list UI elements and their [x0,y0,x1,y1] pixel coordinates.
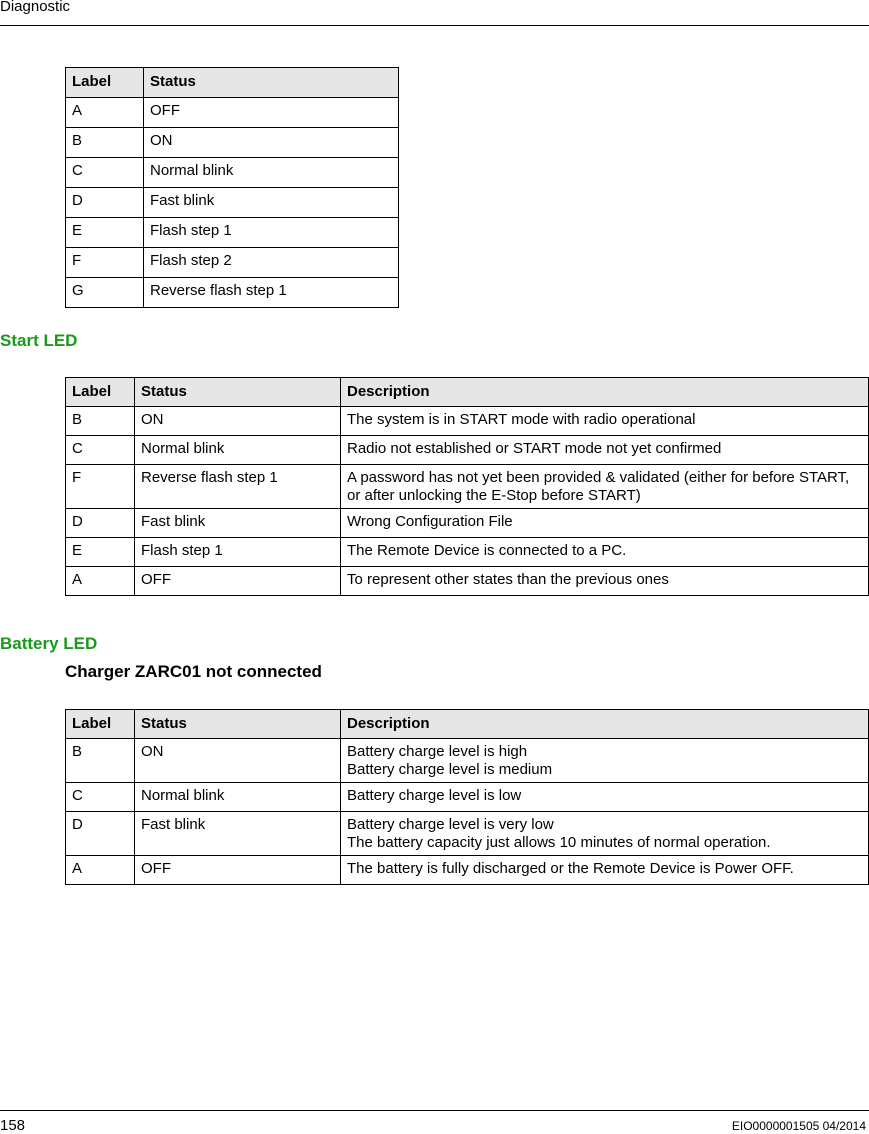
cell-status: Fast blink [135,812,341,856]
column-header-label: Label [66,68,144,98]
cell-label: F [66,465,135,509]
column-header-description: Description [341,378,869,407]
battery-led-heading: Battery LED [0,634,98,653]
cell-status: Fast blink [135,509,341,538]
table-row [66,218,399,248]
cell-status: Flash step 1 [144,218,399,248]
header-title: Diagnostic [0,0,71,15]
cell-label: E [66,538,135,567]
cell-status: Fast blink [144,188,399,218]
page-header [0,0,869,26]
table-row [66,509,869,538]
column-header-description: Description [341,710,869,739]
cell-status: OFF [135,856,341,885]
cell-label: D [66,188,144,218]
cell-description [341,812,869,856]
cell-label: D [66,812,135,856]
cell-label: C [66,158,144,188]
document-reference: EIO0000001505 04/2014 [731,1119,866,1133]
table-row [66,465,869,509]
page-number: 158 [0,1117,26,1134]
column-header-label: Label [66,710,135,739]
table-header-row [66,68,399,98]
cell-status: Normal blink [135,783,341,812]
table-header-row [66,378,869,407]
cell-description: Radio not established or START mode not yet confirmed [341,436,869,465]
cell-status: Reverse flash step 1 [144,278,399,308]
table-row [66,128,399,158]
table-row [66,188,399,218]
table-row [66,812,869,856]
charger-subheading: Charger ZARC01 not connected [65,662,322,681]
cell-description: Wrong Configuration File [341,509,869,538]
cell-description: To represent other states than the previous ones [341,567,869,596]
column-header-status: Status [135,378,341,407]
table-row [66,567,869,596]
table-row [66,98,399,128]
start-led-table [65,377,869,596]
cell-description [341,856,869,885]
cell-status: Reverse flash step 1 [135,465,341,509]
table-row [66,856,869,885]
cell-description [341,739,869,783]
start-led-heading: Start LED [0,331,78,350]
cell-label: G [66,278,144,308]
cell-label: C [66,436,135,465]
cell-label: B [66,739,135,783]
cell-label: B [66,128,144,158]
description-line: The battery is fully discharged or the Remote Device is Power OFF. [347,860,794,877]
table-row [66,783,869,812]
cell-description [341,783,869,812]
page-footer [0,1110,869,1133]
cell-status: ON [135,407,341,436]
table-row [66,538,869,567]
cell-status: Normal blink [144,158,399,188]
cell-label: A [66,856,135,885]
cell-label: C [66,783,135,812]
cell-description: The system is in START mode with radio operational [341,407,869,436]
cell-label: A [66,567,135,596]
column-header-status: Status [144,68,399,98]
cell-status: ON [144,128,399,158]
cell-label: B [66,407,135,436]
table-row [66,248,399,278]
cell-status: Flash step 1 [135,538,341,567]
table-row [66,436,869,465]
cell-label: D [66,509,135,538]
table-row [66,158,399,188]
status-legend-table [65,67,399,308]
cell-status: ON [135,739,341,783]
cell-status: Flash step 2 [144,248,399,278]
table-header-row [66,710,869,739]
description-line: Battery charge level is very low [347,816,554,833]
battery-led-table [65,709,869,885]
table-row [66,739,869,783]
cell-label: E [66,218,144,248]
table-row [66,278,399,308]
cell-label: F [66,248,144,278]
cell-label: A [66,98,144,128]
column-header-label: Label [66,378,135,407]
description-line: Battery charge level is medium [347,761,553,778]
cell-status: Normal blink [135,436,341,465]
cell-status: OFF [135,567,341,596]
description-line: Battery charge level is high [347,743,528,760]
description-line: Battery charge level is low [347,787,522,804]
column-header-status: Status [135,710,341,739]
table-row [66,407,869,436]
cell-description: A password has not yet been provided & validated (either for before START, or after unlocking the E-Stop before START) [341,465,869,509]
cell-description: The Remote Device is connected to a PC. [341,538,869,567]
description-line: The battery capacity just allows 10 minutes of normal operation. [347,834,771,851]
cell-status: OFF [144,98,399,128]
